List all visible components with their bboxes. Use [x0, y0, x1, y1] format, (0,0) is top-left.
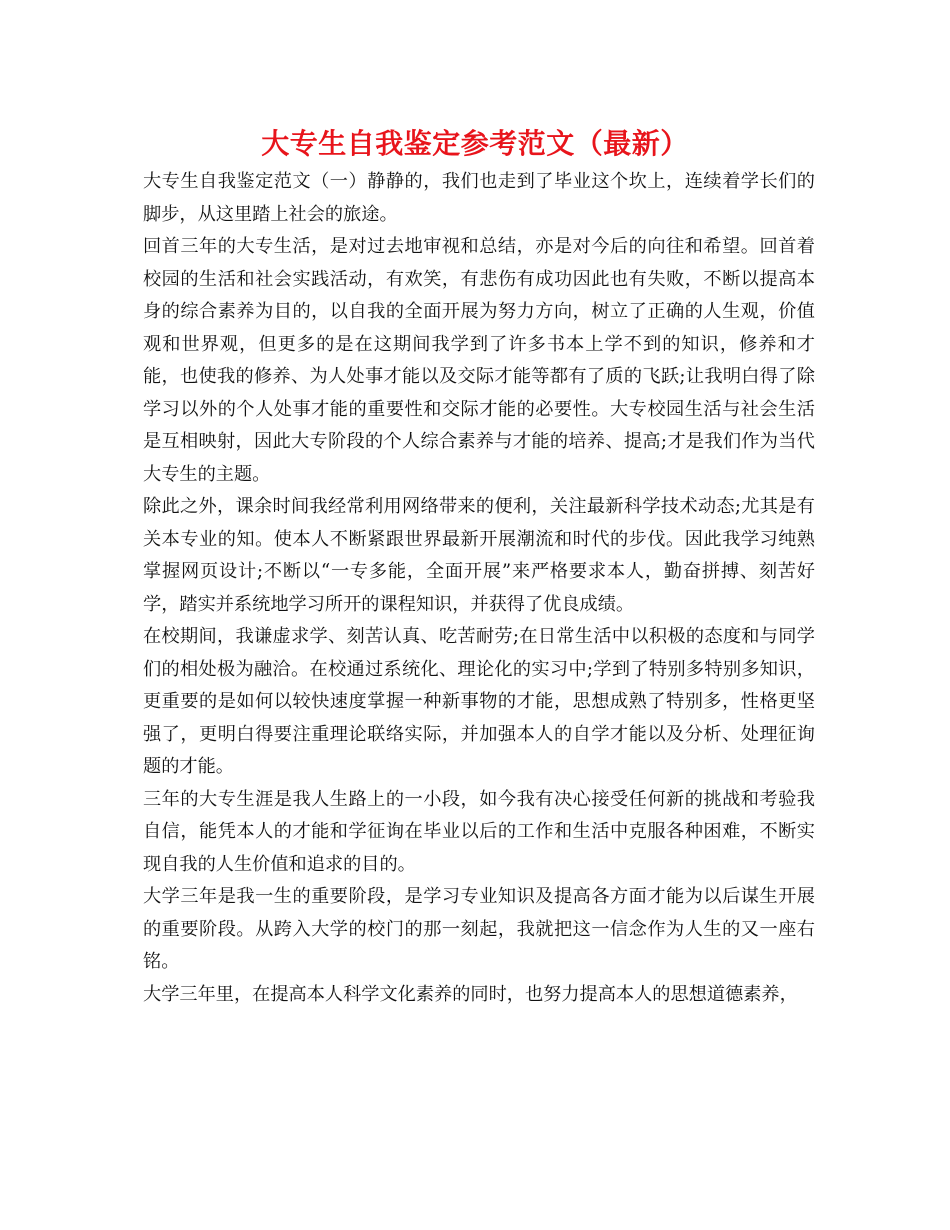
document-title: 大专生自我鉴定参考范文（最新）: [261, 127, 689, 160]
paragraph: 三年的大专生涯是我人生路上的一小段，如今我有决心接受任何新的挑战和考验我自信，能凭本人的才能和学征询在毕业以后的工作和生活中克服各种困难，不断实现自我的人生价值和追求的目的。: [143, 788, 815, 875]
paragraph: 大学三年是我一生的重要阶段，是学习专业知识及提高各方面才能为以后谋生开展的重要阶段。从跨入大学的校门的那一刻起，我就把这一信念作为人生的又一座右铭。: [143, 886, 815, 972]
paragraph: 大学三年里，在提高本人科学文化素养的同时，也努力提高本人的思想道德素养，: [143, 983, 798, 1005]
paragraph: 回首三年的大专生活，是对过去地审视和总结，亦是对今后的向往和希望。回首着校园的生活和社会实践活动，有欢笑，有悲伤有成功因此也有失败，不断以提高本身的综合素养为目的，以自我的全面开展为努力方向，树立了正确的人生观，价值观和世界观，但更多的是在这期间我学到了许多书本上学不到的知识，修养和才能，也使我的修养、为人处事才能以及交际才能等都有了质的飞跃;让我明白得了除学习以外的个人处事才能的重要性和交际才能的必要性。大专校园生活与社会生活是互相映射，因此大专阶段的个人综合素养与才能的培养、提高;才是我们作为当代大专生的主题。: [143, 236, 815, 485]
document-body: [143, 166, 815, 1011]
paragraph: 在校期间，我谦虚求学、刻苦认真、吃苦耐劳;在日常生活中以积极的态度和与同学们的相处极为融洽。在校通过系统化、理论化的实习中;学到了特别多特别多知识，更重要的是如何以较快速度掌握一种新事物的才能，思想成熟了特别多，性格更坚强了，更明白得要注重理论联络实际，并加强本人的自学才能以及分析、处理征询题的才能。: [143, 626, 815, 777]
paragraph: 大专生自我鉴定范文（一）静静的，我们也走到了毕业这个坎上，连续着学长们的脚步，从这里踏上社会的旅途。: [143, 171, 815, 225]
paragraph: 除此之外，课余时间我经常利用网络带来的便利，关注最新科学技术动态;尤其是有关本专业的知。使本人不断紧跟世界最新开展潮流和时代的步伐。因此我学习纯熟掌握网页设计;不断以“一专多能，全面开展”来严格要求本人，勤奋拼搏、刻苦好学，踏实并系统地学习所开的课程知识，并获得了优良成绩。: [143, 496, 815, 615]
